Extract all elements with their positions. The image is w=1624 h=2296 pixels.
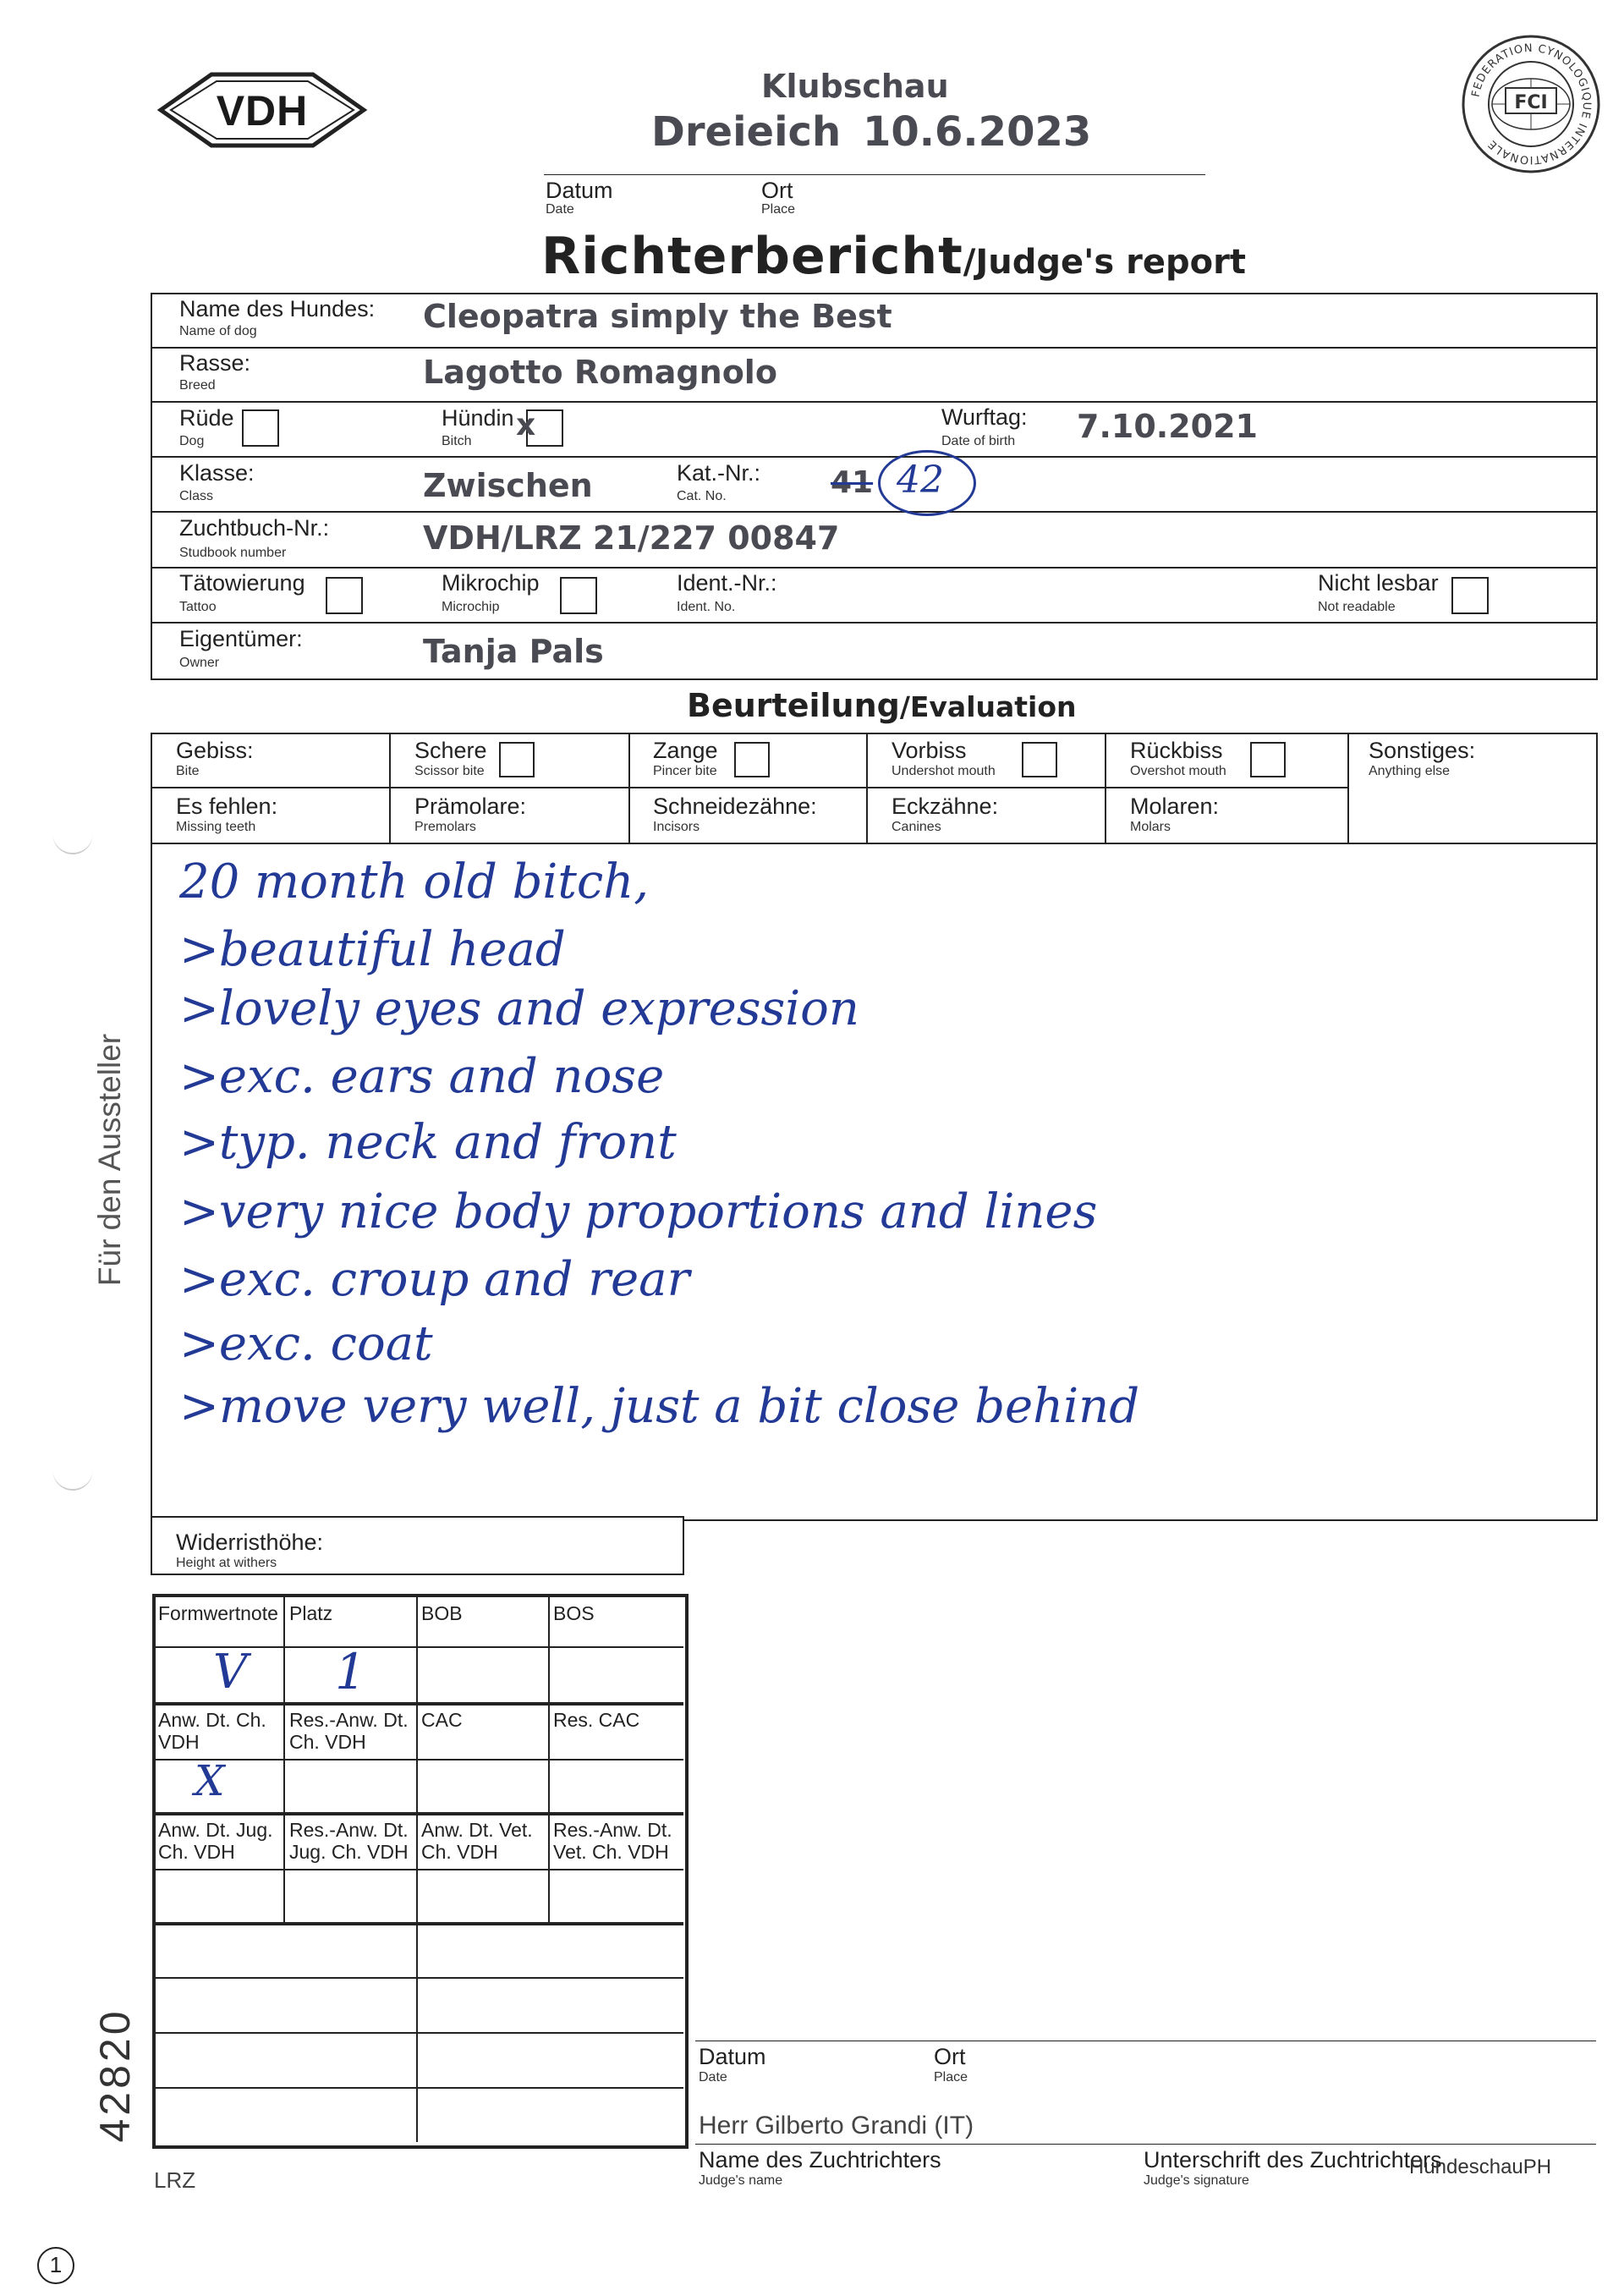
lrz-label: LRZ <box>154 2167 196 2193</box>
catno-struck-value: 41 <box>831 465 874 500</box>
place-mark: 1 <box>335 1643 366 1700</box>
dog-name-value: Cleopatra simply the Best <box>423 298 892 335</box>
not-readable-checkbox[interactable] <box>1451 577 1489 614</box>
evaluation-note: >very nice body proportions and lines <box>179 1184 1098 1239</box>
evaluation-note: 20 month old bitch, <box>179 854 650 909</box>
evaluation-note: >exc. coat <box>179 1316 433 1371</box>
bitch-label-en: Bitch <box>442 434 472 448</box>
dob-label: Wurftag: <box>941 404 1028 430</box>
row2-cell: Res. CAC <box>553 1709 640 1731</box>
studbook-value: VDH/LRZ 21/227 00847 <box>423 519 840 557</box>
premolars-label: Prämolare: <box>414 794 527 819</box>
report-title-main: Richterbericht <box>541 227 963 286</box>
bite-label-en: Bite <box>176 764 200 778</box>
undershot-label: Vorbiss <box>892 738 967 763</box>
footer-date-label-en: Date <box>699 2070 727 2085</box>
overshot-label-en: Overshot mouth <box>1130 764 1226 778</box>
incisors-label-en: Incisors <box>653 820 700 834</box>
evaluation-heading <box>687 687 1077 724</box>
header-rule <box>544 174 1205 175</box>
footer-place-label: Ort <box>934 2044 966 2069</box>
header-place-label: Ort <box>761 178 793 203</box>
incisors-label: Schneidezähne: <box>653 794 817 819</box>
row2-cell: Res.-Anw. Dt. Ch. VDH <box>289 1709 409 1754</box>
place-label: Platz <box>289 1602 333 1624</box>
show-name: Klubschau <box>761 68 949 105</box>
dog-label-en: Dog <box>179 434 205 448</box>
fci-logo-text: FCI <box>1514 92 1548 113</box>
row2-cell: Anw. Dt. Ch. VDH <box>158 1709 266 1754</box>
fci-logo <box>1459 32 1603 176</box>
row3-cell: Anw. Dt. Vet. Ch. VDH <box>421 1819 533 1864</box>
dog-checkbox[interactable] <box>242 409 279 447</box>
scissor-label: Schere <box>414 738 487 763</box>
microchip-label-en: Microchip <box>442 600 500 614</box>
form-number: 42820 <box>91 2008 139 2143</box>
rating-label: Formwertnote <box>158 1602 278 1624</box>
height-label: Widerristhöhe: <box>176 1530 324 1555</box>
breed-label-en: Breed <box>179 378 216 393</box>
owner-label: Eigentümer: <box>179 626 303 651</box>
evaluation-heading-en: /Evaluation <box>899 690 1077 723</box>
ident-label-en: Ident. No. <box>677 600 736 614</box>
catno-value: 42 <box>897 459 944 502</box>
tattoo-checkbox[interactable] <box>326 577 363 614</box>
judge-name-value: Herr Gilberto Grandi (IT) <box>699 2112 974 2139</box>
footer-date-label: Datum <box>699 2044 766 2069</box>
header-date-label-en: Date <box>546 202 574 217</box>
row2-cell: CAC <box>421 1709 463 1731</box>
report-title <box>541 227 1246 286</box>
fci-ring-text: FEDERATION CYNOLOGIQUE INTERNATIONALE <box>1469 41 1594 167</box>
bite-label: Gebiss: <box>176 738 254 763</box>
signature-label: Unterschrift des Zuchtrichters <box>1144 2147 1442 2172</box>
row3-cell: Res.-Anw. Dt. Jug. Ch. VDH <box>289 1819 409 1864</box>
other-label: Sonstiges: <box>1369 738 1476 763</box>
class-label: Klasse: <box>179 460 255 486</box>
dog-name-label: Name des Hundes: <box>179 296 376 321</box>
bitch-label: Hündin <box>442 405 514 431</box>
microchip-checkbox[interactable] <box>560 577 597 614</box>
dob-label-en: Date of birth <box>941 434 1016 448</box>
overshot-label: Rückbiss <box>1130 738 1223 763</box>
punch-hole-mark <box>52 812 93 854</box>
owner-value: Tanja Pals <box>423 633 604 670</box>
report-title-secondary: /Judge's report <box>963 243 1246 282</box>
tattoo-label: Tätowierung <box>179 570 305 596</box>
dob-value: 7.10.2021 <box>1077 408 1258 445</box>
header-date-label: Datum <box>546 178 613 203</box>
dog-name-label-en: Name of dog <box>179 324 257 338</box>
catno-label: Kat.-Nr.: <box>677 460 761 486</box>
evaluation-note: >exc. croup and rear <box>179 1252 690 1307</box>
bitch-checkbox-mark: x <box>516 408 536 442</box>
undershot-checkbox[interactable] <box>1022 742 1057 777</box>
other-label-en: Anything else <box>1369 764 1451 778</box>
overshot-checkbox[interactable] <box>1250 742 1286 777</box>
row3-cell: Res.-Anw. Dt. Vet. Ch. VDH <box>553 1819 672 1864</box>
evaluation-note: >beautiful head <box>179 922 566 977</box>
signature-label-en: Judge's signature <box>1144 2173 1249 2188</box>
height-label-en: Height at withers <box>176 1556 277 1570</box>
show-place: Dreieich <box>651 108 842 156</box>
dog-label: Rüde <box>179 405 234 431</box>
bob-label: BOB <box>421 1602 463 1624</box>
studbook-label: Zuchtbuch-Nr.: <box>179 515 330 541</box>
evaluation-note: >typ. neck and front <box>179 1115 677 1170</box>
evaluation-heading-de: Beurteilung <box>687 687 900 724</box>
owner-label-en: Owner <box>179 656 220 670</box>
scissor-label-en: Scissor bite <box>414 764 485 778</box>
undershot-label-en: Undershot mouth <box>892 764 996 778</box>
premolars-label-en: Premolars <box>414 820 476 834</box>
not-readable-label-en: Not readable <box>1318 600 1396 614</box>
evaluation-note: >exc. ears and nose <box>179 1049 665 1104</box>
bos-label: BOS <box>553 1602 595 1624</box>
evaluation-note: >lovely eyes and expression <box>179 981 859 1036</box>
not-readable-label: Nicht lesbar <box>1318 570 1439 596</box>
page-number: 1 <box>49 2252 63 2277</box>
studbook-label-en: Studbook number <box>179 546 287 560</box>
pincer-label: Zange <box>653 738 718 763</box>
tattoo-label-en: Tattoo <box>179 600 217 614</box>
hundeschau-stamp: HundeschauPH <box>1409 2156 1552 2178</box>
canines-label-en: Canines <box>892 820 941 834</box>
row3-cell: Anw. Dt. Jug. Ch. VDH <box>158 1819 273 1864</box>
punch-hole-mark <box>52 1448 93 1491</box>
molars-label: Molaren: <box>1130 794 1220 819</box>
molars-label-en: Molars <box>1130 820 1171 834</box>
vdh-logo-text: VDH <box>216 87 309 135</box>
ident-label: Ident.-Nr.: <box>677 570 777 596</box>
scissor-checkbox[interactable] <box>499 742 535 777</box>
pincer-checkbox[interactable] <box>734 742 770 777</box>
breed-value: Lagotto Romagnolo <box>423 354 777 391</box>
missing-teeth-label-en: Missing teeth <box>176 820 256 834</box>
header-place-label-en: Place <box>761 202 796 217</box>
vdh-logo <box>152 68 372 152</box>
judge-name-label-en: Judge's name <box>699 2173 783 2188</box>
breed-label: Rasse: <box>179 350 251 376</box>
evaluation-note: >move very well, just a bit close behind <box>179 1379 1140 1434</box>
row2-mark: X <box>195 1756 225 1805</box>
class-value: Zwischen <box>423 467 593 504</box>
footer-place-label-en: Place <box>934 2070 968 2085</box>
pincer-label-en: Pincer bite <box>653 764 717 778</box>
show-date: 10.6.2023 <box>863 108 1092 156</box>
microchip-label: Mikrochip <box>442 570 540 596</box>
missing-teeth-label: Es fehlen: <box>176 794 278 819</box>
class-label-en: Class <box>179 489 214 503</box>
catno-label-en: Cat. No. <box>677 489 727 503</box>
rating-mark: V <box>213 1645 248 1700</box>
side-label: Für den Aussteller <box>92 1033 127 1287</box>
canines-label: Eckzähne: <box>892 794 999 819</box>
judge-name-label: Name des Zuchtrichters <box>699 2147 941 2172</box>
